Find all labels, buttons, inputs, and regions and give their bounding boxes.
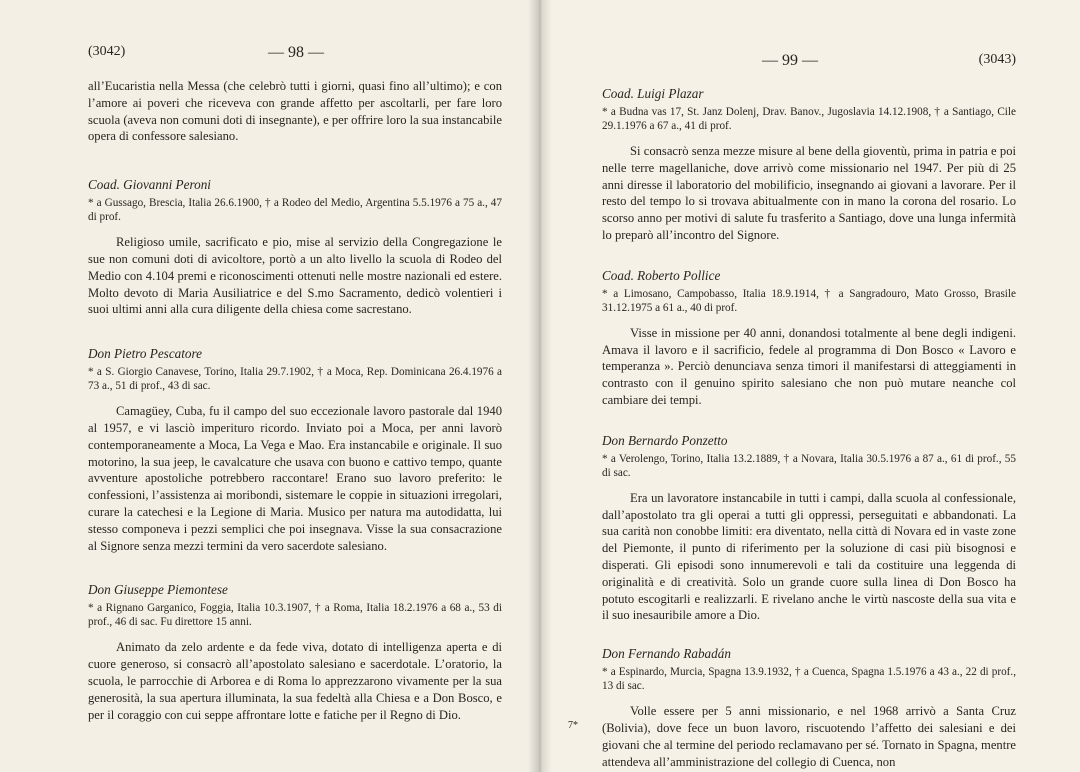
obituary-entry: [602, 646, 1016, 770]
right-page: [540, 0, 1080, 772]
entry-bio: * a Limosano, Campobasso, Italia 18.9.1914, † a Sangradouro, Mato Grosso, Brasile 31.12.1975 a 61 a., 40 di prof.: [602, 287, 1016, 314]
entry-bio: * a Gussago, Brescia, Italia 26.6.1900, † a Rodeo del Medio, Argentina 5.5.1976 a 75 a., 47 di prof.: [88, 197, 502, 224]
entry-bio: * a Espinardo, Murcia, Spagna 13.9.1932, † a Cuenca, Spagna 1.5.1976 a 43 a., 22 di prof., 13 di sac.: [602, 666, 1016, 693]
page-code: (3043): [978, 52, 1016, 67]
entry-name: Coad. Giovanni Peroni: [88, 177, 211, 193]
entry-text: Religioso umile, sacrificato e pio, mise al servizio della Congregazione le sue non comuni doti di avicoltore, portò a un alto livello la scuola di Rodeo del Medio con 4.104 premi e riconoscimenti ottenuti nelle mostre nazionali ed estere. Molto devoto di Maria Ausiliatrice e del S.mo Sacramento, dedicò volentieri i suoi ultimi anni alla cura diligente della chiesa come sacrestano.: [88, 235, 502, 317]
obituary-entry: [88, 177, 502, 318]
page-number: — 98 —: [268, 44, 324, 61]
entry-name: Don Giuseppe Piemontese: [88, 582, 228, 598]
entry-bio: * a Verolengo, Torino, Italia 13.2.1889, † a Novara, Italia 30.5.1976 a 87 a., 61 di prof., 55 di sac.: [602, 452, 1016, 479]
entry-bio: * a Budna vas 17, St. Janz Dolenj, Drav. Banov., Jugoslavia 14.12.1908, † a Santiago, Cile 29.1.1976 a 67 a., 41 di prof.: [602, 106, 1016, 132]
entry-bio: * a Rignano Garganico, Foggia, Italia 10.3.1907, † a Roma, Italia 18.2.1976 a 68 a., 53 di prof., 46 di sac. Fu direttore 15 anni.: [88, 602, 502, 629]
page-number: — 99 —: [762, 52, 818, 69]
entry-bio: * a S. Giorgio Canavese, Torino, Italia 29.7.1902, † a Moca, Rep. Dominicana 26.4.1976 a 73 a., 51 di prof., 43 di sac.: [88, 366, 502, 393]
book-gutter: [528, 0, 552, 772]
obituary-entry: [88, 346, 502, 554]
running-head: [88, 44, 502, 66]
signature-mark: 7*: [568, 720, 578, 731]
entry-name: Don Fernando Rabadán: [602, 646, 731, 662]
obituary-entry: [602, 86, 1016, 244]
entry-text: Volle essere per 5 anni missionario, e nel 1968 arrivò a Santa Cruz (Bolivia), dove fece un buon lavoro, riscuotendo l’affetto dei salesiani e dei giovani che al termine del periodo reclamavano per sé. Tornato in Spagna, mentre attendeva all’amministrazione del collegio di Cuenca, non: [602, 704, 1016, 769]
running-head: [602, 52, 1016, 74]
page-code: (3042): [88, 44, 126, 59]
entry-text: Visse in missione per 40 anni, donandosi totalmente al bene degli indigeni. Amava il lavoro e il sacrificio, fedele al programma di Don Bosco « Lavoro e temperanza ». Perciò denunciava senza timori il manifestarsi di atteggiamenti in contrasto con il genuino spirito salesiano che non può mutare neanche col cambiare dei tempi.: [602, 325, 1016, 407]
entry-text: Animato da zelo ardente e da fede viva, dotato di intelligenza aperta e di cuore generoso, si consacrò all’apostolato salesiano e sacerdotale. L’oratorio, la scuola, le parrocchie di Arborea e di Roma lo apprezzarono vivamente per la sua generosità, la sua apertura illuminata, la sua fedeltà alla Chiesa e a Don Bosco, e per il coraggio con cui seppe affrontare lotte e fatiche per il Regno di Dio.: [88, 640, 502, 722]
entry-name: Don Pietro Pescatore: [88, 346, 203, 362]
entry-text: Camagüey, Cuba, fu il campo del suo eccezionale lavoro pastorale dal 1940 al 1957, e vi lasciò imperituro ricordo. Inviato poi a Moca, per anni lavorò contemporaneamente a Moca, La Vega e Mao. Era instancabile e originale. Il suo motorino, la sua jeep, le cavalcature che usava con buono e cattivo tempo, quante avventure apostoliche potrebbero raccontare! Erano suo lavoro preferito: le confessioni, l’assistenza ai moribondi, sistemare le coppie in situazioni irregolari, curare la catechesi e la Legione di Maria. Musico per natura ma autodidatta, lui stesso componeva i pezzi semplici che poi insegnava. Visse la sua consacrazione al Signore senza mezzi termini da vero sacerdote salesiano.: [88, 404, 502, 553]
obituary-entry: [602, 433, 1016, 624]
continuation-text: all’Eucaristia nella Messa (che celebrò tutti i giorni, quasi fino all’ultimo); e con l’amore ai poveri che riceveva con grande affetto per ascoltarli, per fare loro scuola (aveva non comuni doti di insegnante), e per offrire loro la sua instancabile opera di confessore salesiano.: [88, 79, 502, 144]
entry-text: Era un lavoratore instancabile in tutti i campi, dalla scuola al confessionale, dall’apostolato tra gli operai a tutti gli oppressi, perseguitati e abbandonati. La sua carità non conobbe limiti: era diventato, nella città di Novara ed in vaste zone del Piemonte, il punto di riferimento per la soluzione di casi più bisognosi e disperati. Gli episodi sono innumerevoli e tali da costituire una leggenda di originalità e di creatività. Solo un grande cuore sulla linea di Don Bosco ha potuto escogitarli e realizzarli. E rivelano anche le virtù nascoste della sua vita e il suo inesauribile amore a Dio.: [602, 490, 1016, 623]
entry-name: Don Bernardo Ponzetto: [602, 432, 728, 448]
entry-name: Coad. Luigi Plazar: [602, 86, 704, 101]
obituary-entry: [88, 582, 502, 723]
obituary-entry: [602, 268, 1016, 409]
entry-name: Coad. Roberto Pollice: [602, 267, 721, 283]
entry-text: Si consacrò senza mezze misure al bene della gioventù, prima in patria e poi nelle terre magellaniche, dove arrivò come missionario nel 1947. Per più di 25 anni diresse il laboratorio del mobilificio, insegnando ai giovani a lavorare. Per il resto del tempo lo si trovava abitualmente con in mano la corona del rosario. Lo scorso anno per motivi di salute fu trasferito a Santiago, dove una lunga infermità lo preparò all’incontro del Signore.: [602, 144, 1016, 242]
